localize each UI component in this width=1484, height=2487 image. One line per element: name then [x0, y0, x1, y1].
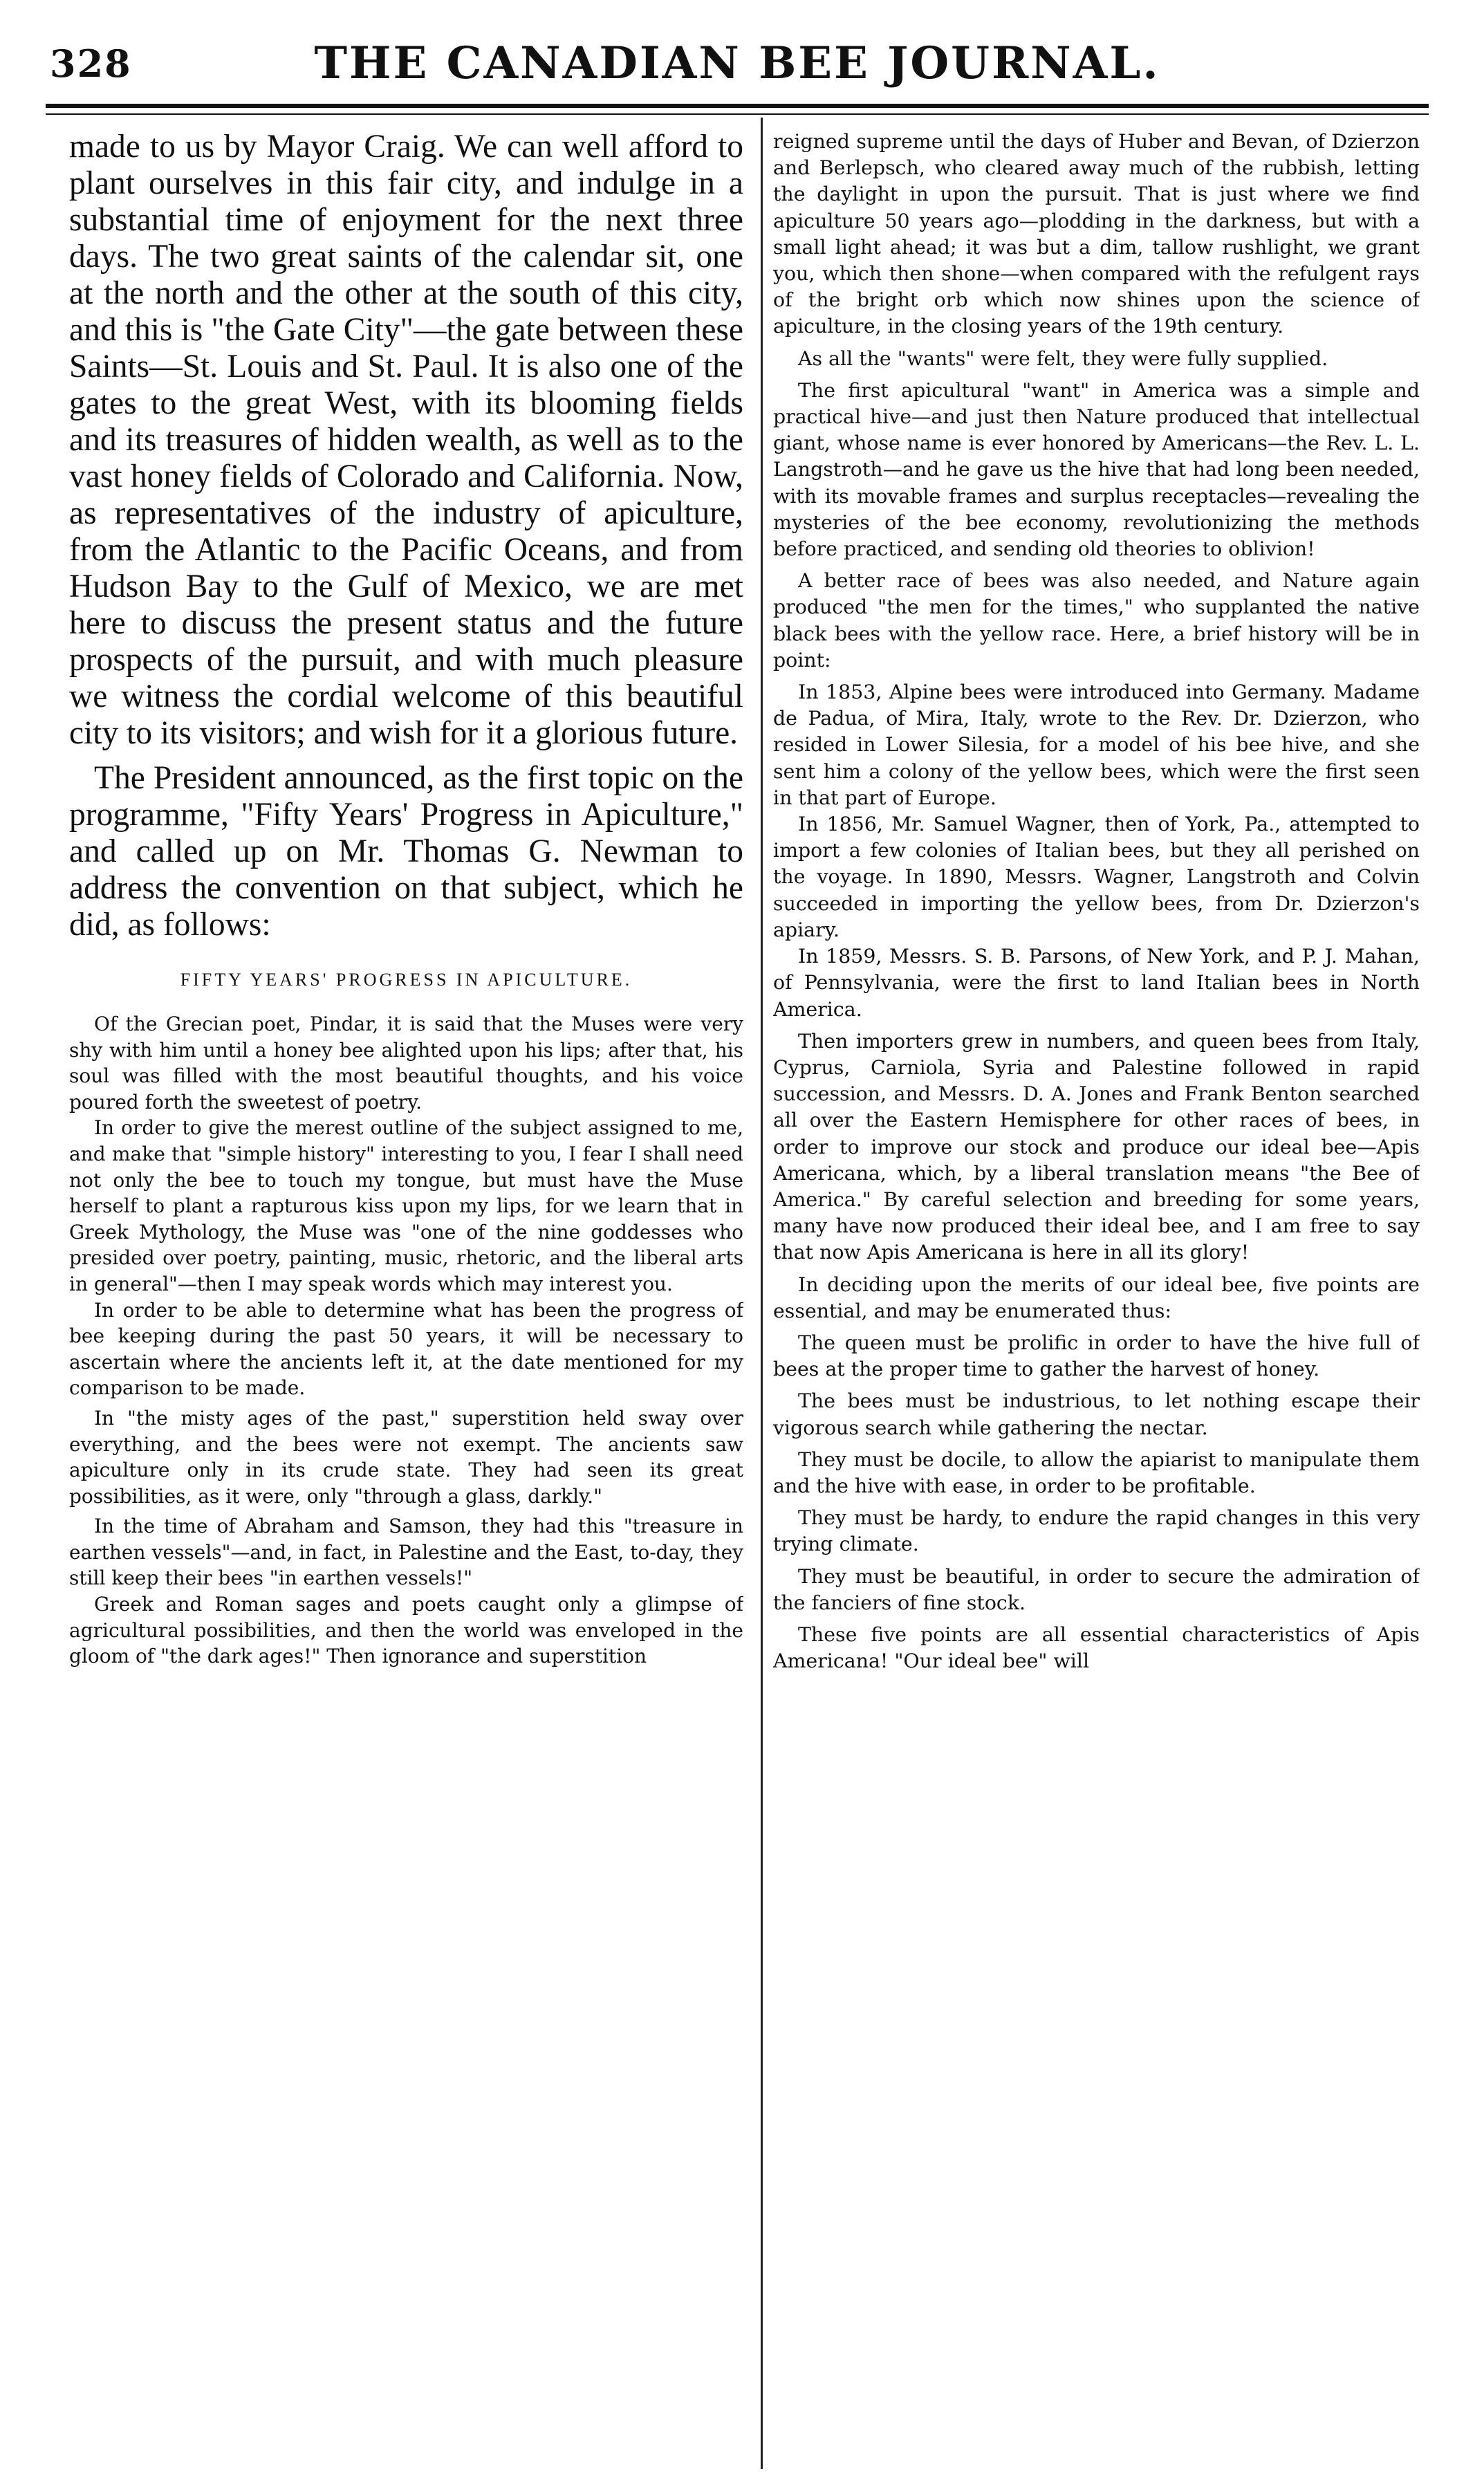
body-paragraph: reigned supreme until the days of Huber and Bevan, of Dzierzon and Berlepsch, who cleared away much of the rubbish, letting the daylight in upon the pursuit. That is just where we find apiculture 50 years ago—plodding in the darkness, but with a small light ahead; it was but a dim, tallow rushlight, we grant you, which then shone—when compared with the refulgent rays of the bright orb which now shines upon the science of apiculture, in the closing years of the 19th century.	[773, 130, 1420, 338]
body-paragraph: Then importers grew in numbers, and queen bees from Italy, Cyprus, Carniola, Syria and Palestine followed in rapid succession, and Messrs. D. A. Jones and Frank Benton searched all over the Eastern Hemisphere for other races of bees, in order to improve our stock and produce our ideal bee—Apis Americana, which, by a liberal translation means "the Bee of America." By careful selection and breeding for some years, many have now produced their ideal bee, and I am free to say that now Apis Americana is here in all its glory!	[773, 1029, 1420, 1264]
intro-paragraph: The President announced, as the first topic on the programme, "Fifty Years' Progress in Apiculture," and called up on Mr. Thomas G. Newman to address the convention on that subject, which he did, as follows:	[69, 760, 743, 943]
body-paragraph: In 1856, Mr. Samuel Wagner, then of York, Pa., attempted to import a few colonies of Italian bees, but they all perished on the voyage. In 1890, Messrs. Wagner, Langstroth and Colvin succeeded in importing the yellow bees, from Dr. Dzierzon's apiary.	[773, 813, 1420, 941]
section-heading: FIFTY YEARS' PROGRESS IN APICULTURE.	[180, 970, 633, 990]
page-header	[46, 35, 1429, 104]
body-paragraph: They must be beautiful, in order to secure the admiration of the fanciers of fine stock.	[773, 1564, 1420, 1614]
body-paragraph: In order to be able to determine what has been the progress of bee keeping during the past 50 years, it will be necessary to ascertain where the ancients left it, at the date mentioned for my comparison to be made.	[69, 1298, 743, 1400]
journal-title: THE CANADIAN BEE JOURNAL.	[314, 37, 1160, 89]
header-rule-thin	[46, 113, 1429, 115]
body-paragraph: The bees must be industrious, to let nothing escape their vigorous search while gathering the nectar.	[773, 1389, 1420, 1439]
page-number: 328	[50, 41, 132, 86]
column-divider	[761, 118, 763, 2469]
body-paragraph: A better race of bees was also needed, and Nature again produced "the men for the times," who supplanted the native black bees with the yellow race. Here, a brief history will be in point:	[773, 569, 1420, 672]
right-column	[773, 129, 1420, 2480]
body-paragraph: These five points are all essential characteristics of Apis Americana! "Our ideal bee" will	[773, 1622, 1420, 1673]
body-paragraph: In deciding upon the merits of our ideal bee, five points are essential, and may be enumerated thus:	[773, 1273, 1420, 1322]
body-paragraph: The first apicultural "want" in America was a simple and practical hive—and just then Nature produced that intellectual giant, whose name is ever honored by Americans—the Rev. L. L. Langstroth—and he gave us the hive that had long been needed, with its movable frames and surplus receptacles—revealing the mysteries of the bee economy, revolutionizing the methods before practiced, and sending old theories to oblivion!	[773, 378, 1420, 561]
body-paragraph: In "the misty ages of the past," superstition held sway over everything, and the bees were not exempt. The ancients saw apiculture only in its crude state. They had seen its great possibilities, as it were, only "through a glass, darkly."	[69, 1406, 743, 1508]
body-paragraph: In 1859, Messrs. S. B. Parsons, of New York, and P. J. Mahan, of Pennsylvania, were the first to land Italian bees in North America.	[773, 945, 1420, 1021]
body-paragraph: Greek and Roman sages and poets caught only a glimpse of agricultural possibilities, and then the world was enveloped in the gloom of "the dark ages!" Then ignorance and superstition	[69, 1593, 743, 1668]
header-rule-thick	[46, 104, 1429, 108]
body-paragraph: They must be docile, to allow the apiarist to manipulate them and the hive with ease, in order to be profitable.	[773, 1448, 1420, 1497]
body-paragraph: In order to give the merest outline of the subject assigned to me, and make that "simple history" interesting to you, I fear I shall need not only the bee to touch my tongue, but must have the Muse herself to plant a rapturous kiss upon my lips, for we learn that in Greek Mythology, the Muse was "one of the nine goddesses who presided over poetry, painting, music, rhetoric, and the liberal arts in general"—then I may speak words which may interest you.	[69, 1116, 743, 1295]
body-paragraph: They must be hardy, to endure the rapid changes in this very trying climate.	[773, 1506, 1420, 1556]
body-paragraph: The queen must be prolific in order to have the hive full of bees at the proper time to gather the harvest of honey.	[773, 1331, 1420, 1381]
body-paragraph: Of the Grecian poet, Pindar, it is said that the Muses were very shy with him until a honey bee alighted upon his lips; after that, his soul was filled with the most beautiful thoughts, and his voice poured forth the sweetest of poetry.	[69, 1013, 743, 1113]
body-paragraph: In 1853, Alpine bees were introduced into Germany. Madame de Padua, of Mira, Italy, wrote to the Rev. Dr. Dzierzon, who resided in Lower Silesia, for a model of his bee hive, and she sent him a colony of the yellow bees, which were the first seen in that part of Europe.	[773, 681, 1420, 809]
intro-paragraph: made to us by Mayor Craig. We can well afford to plant ourselves in this fair city, and indulge in a substantial time of enjoyment for the next three days. The two great saints of the calendar sit, one at the north and the other at the south of this city, and this is "the Gate City"—the gate between these Saints—St. Louis and St. Paul. It is also one of the gates to the great West, with its blooming fields and its treasures of hidden wealth, as well as to the vast honey fields of Colorado and California. Now, as representatives of the industry of apiculture, from the Atlantic to the Pacific Oceans, and from Hudson Bay to the Gulf of Mexico, we are met here to discuss the present status and the future prospects of the pursuit, and with much pleasure we witness the cordial welcome of this beautiful city to its visitors; and wish for it a glorious future.	[69, 129, 743, 751]
body-paragraph: As all the "wants" were felt, they were fully supplied.	[798, 346, 1328, 370]
body-paragraph: In the time of Abraham and Samson, they had this "treasure in earthen vessels"—and, in fact, in Palestine and the East, to-day, they still keep their bees "in earthen vessels!"	[69, 1515, 743, 1590]
left-column	[69, 129, 743, 2480]
